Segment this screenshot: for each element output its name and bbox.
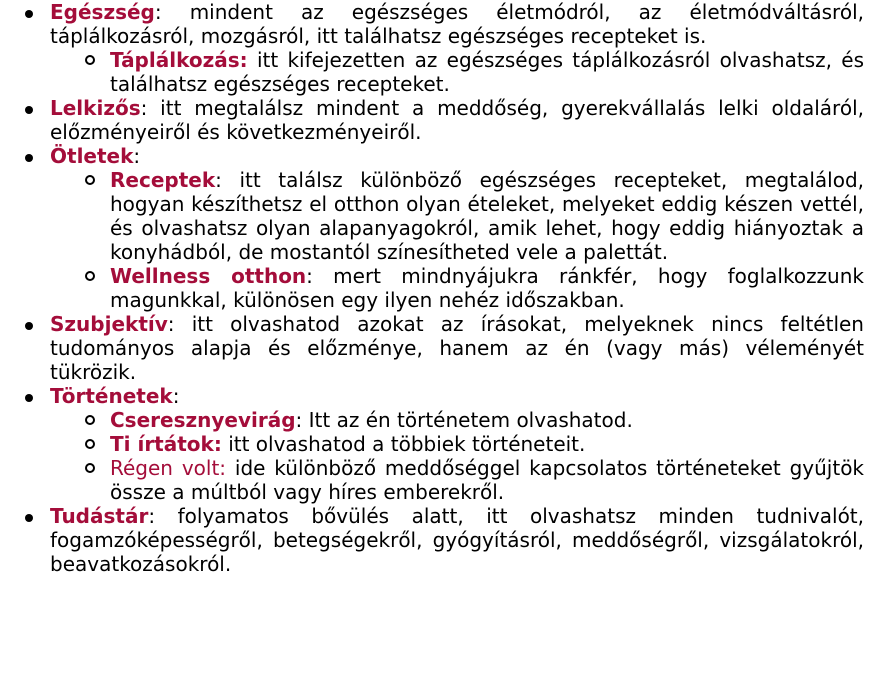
- item-separator: :: [172, 384, 180, 408]
- item-description: ide különböző meddőséggel kapcsolatos történeteket gyűjtök össze a múltból vagy híres emberekről.: [110, 456, 865, 504]
- item-description: itt megtalálsz mindent a meddőség, gyerekvállalás lelki oldaláról, előzményeiről és következményeiről.: [50, 96, 864, 144]
- item-separator: :: [140, 96, 148, 120]
- list-item-ti-irtatok: [50, 432, 864, 456]
- link-ti-irtatok[interactable]: Ti írtátok:: [110, 432, 222, 456]
- link-wellness-otthon[interactable]: Wellness otthon: [110, 264, 307, 288]
- link-lelkizos[interactable]: Lelkizős: [50, 96, 141, 120]
- bullet-icon: [25, 394, 33, 402]
- item-description: folyamatos bővülés alatt, itt olvashatsz minden tudnivalót, fogamzóképességről, betegségekről, gyógyításról, meddőségről, vizsgálatokról, beavatkozásokról.: [50, 504, 864, 576]
- list-item-otletek: [0, 144, 884, 312]
- sublist-tortenetek: [50, 408, 864, 504]
- sublist-egeszseg: [50, 48, 864, 96]
- circle-bullet-icon: [85, 415, 95, 425]
- item-description: mert mindnyájukra ránkfér, hogy foglalkozzunk magunkkal, különösen egy ilyen nehéz időszakban.: [110, 264, 864, 312]
- bullet-icon: [25, 322, 33, 330]
- list-item-szubjektiv: [0, 312, 884, 384]
- circle-bullet-icon: [85, 439, 95, 449]
- list-item-cseresznyevirag: [50, 408, 864, 432]
- item-description: itt olvashatod a többiek történeteit.: [221, 432, 586, 456]
- link-cseresznyevirag[interactable]: Cseresznyevirág: [110, 408, 296, 432]
- bullet-icon: [25, 106, 33, 114]
- item-description: mindent az egészséges életmódról, az életmódváltásról, táplálkozásról, mozgásról, itt találhatsz egészséges recepteket is.: [50, 0, 864, 48]
- bullet-icon: [25, 10, 33, 18]
- sublist-otletek: [50, 168, 864, 312]
- item-description: Itt az én történetem olvashatod.: [302, 408, 633, 432]
- list-item-egeszseg: [0, 0, 884, 96]
- item-separator: :: [295, 408, 303, 432]
- link-otletek[interactable]: Ötletek: [50, 144, 134, 168]
- list-item-tortenetek: [0, 384, 884, 504]
- bullet-icon: [25, 154, 33, 162]
- item-separator: :: [148, 504, 156, 528]
- bullet-icon: [25, 514, 33, 522]
- circle-bullet-icon: [85, 55, 95, 65]
- link-tortenetek[interactable]: Történetek: [50, 384, 173, 408]
- item-separator: :: [215, 168, 222, 192]
- list-item-lelkizos: [0, 96, 884, 144]
- list-item-receptek: [50, 168, 864, 264]
- list-item-tudastar: [0, 504, 884, 576]
- item-description: itt olvashatod azokat az írásokat, melyeknek nincs feltétlen tudományos alapja és előzménye, hanem az én (vagy más) véleményét tükrözik.: [50, 312, 864, 384]
- item-separator: :: [306, 264, 313, 288]
- list-item-regen-volt: [50, 456, 864, 504]
- item-description: itt kifejezetten az egészséges táplálkozásról olvashatsz, és találhatsz egészséges recepteket.: [110, 48, 864, 96]
- item-separator: :: [154, 0, 162, 24]
- link-receptek[interactable]: Receptek: [110, 168, 216, 192]
- list-item-taplalkozas: [50, 48, 864, 96]
- circle-bullet-icon: [85, 463, 95, 473]
- list-item-wellness-otthon: [50, 264, 864, 312]
- link-szubjektiv[interactable]: Szubjektív: [50, 312, 168, 336]
- item-separator: :: [167, 312, 175, 336]
- circle-bullet-icon: [85, 175, 95, 185]
- link-taplalkozas[interactable]: Táplálkozás:: [110, 48, 248, 72]
- link-tudastar[interactable]: Tudástár: [50, 504, 149, 528]
- item-separator: :: [133, 144, 141, 168]
- item-description: itt találsz különböző egészséges recepteket, megtalálod, hogyan készíthetsz el otthon olyan ételeket, melyeket eddig készen vettél, és olvashatsz olyan alapanyagokról, amik lehet, hogy eddig hiányoztak a konyhádból, de mostantól színesítheted vele a palettát.: [110, 168, 864, 264]
- link-egeszseg[interactable]: Egészség: [50, 0, 155, 24]
- link-regen-volt[interactable]: Régen volt:: [110, 456, 227, 480]
- circle-bullet-icon: [85, 271, 95, 281]
